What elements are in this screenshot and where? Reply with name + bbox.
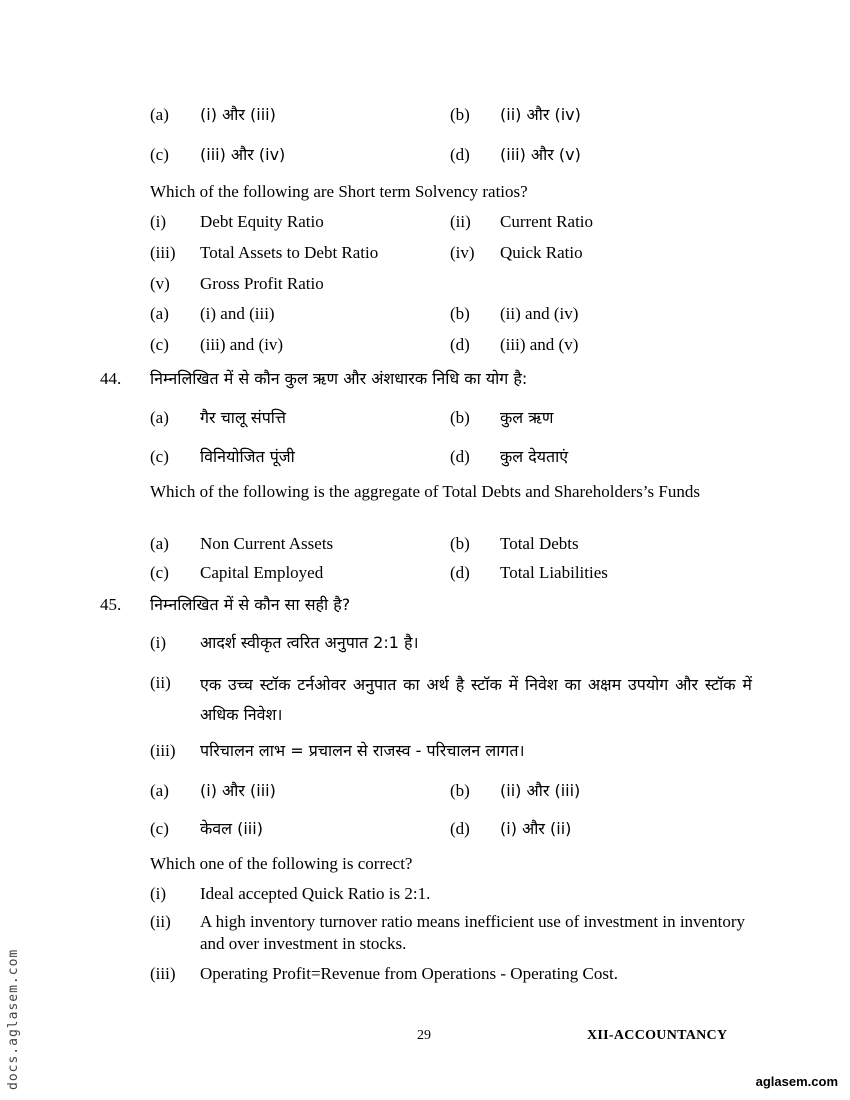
option-text: केवल (iii) xyxy=(200,819,263,838)
option-label: (b) xyxy=(450,408,470,427)
option-text: (iii) and (iv) xyxy=(200,335,284,354)
item-text: Current Ratio xyxy=(500,212,594,231)
question-text: Which one of the following is correct? xyxy=(150,854,413,873)
item-label: (v) xyxy=(150,274,170,293)
option-label: (d) xyxy=(450,145,470,164)
item-label: (ii) xyxy=(150,673,171,692)
item-label: (i) xyxy=(150,212,167,231)
option-label: (b) xyxy=(450,534,470,553)
option-text: कुल ऋण xyxy=(500,408,554,427)
question-number: 44. xyxy=(100,369,122,388)
option-label: (d) xyxy=(450,447,470,466)
item-label: (iii) xyxy=(150,741,176,760)
option-text: (ii) and (iv) xyxy=(500,304,579,323)
option-label: (a) xyxy=(150,408,169,427)
item-text: Ideal accepted Quick Ratio is 2:1. xyxy=(200,884,431,903)
item-text: Total Assets to Debt Ratio xyxy=(200,243,379,262)
option-label: (a) xyxy=(150,105,169,124)
option-text: (iii) and (v) xyxy=(500,335,579,354)
item-text: एक उच्च स्टॉक टर्नओवर अनुपात का अर्थ है स्टॉक में निवेश का अक्षम उपयोग और स्टॉक में अधिक निवेश। xyxy=(200,675,752,724)
option-text: Capital Employed xyxy=(200,563,324,582)
item-label: (ii) xyxy=(150,912,171,931)
option-text: Total Debts xyxy=(500,534,579,553)
option-label: (a) xyxy=(150,304,169,323)
option-label: (b) xyxy=(450,105,470,124)
item-label: (i) xyxy=(150,633,167,652)
item-text: Debt Equity Ratio xyxy=(200,212,324,231)
option-label: (a) xyxy=(150,534,169,553)
item-text: Gross Profit Ratio xyxy=(200,274,324,293)
item-text: आदर्श स्वीकृत त्वरित अनुपात 2:1 है। xyxy=(200,633,419,652)
option-text: (ii) और (iii) xyxy=(500,781,581,800)
question-text: Which of the following is the aggregate of Total Debts and Shareholders’s Funds xyxy=(150,482,700,501)
option-text: (iii) और (v) xyxy=(500,145,581,164)
option-text: कुल देयताएं xyxy=(500,447,569,466)
option-text: (iii) और (iv) xyxy=(200,145,286,164)
watermark-url: docs.aglasem.com xyxy=(6,948,21,1090)
option-text: (i) and (iii) xyxy=(200,304,275,323)
item-label: (i) xyxy=(150,884,167,903)
option-label: (c) xyxy=(150,145,169,164)
question-text: निम्नलिखित में से कौन कुल ऋण और अंशधारक निधि का योग है: xyxy=(150,369,528,388)
option-text: Non Current Assets xyxy=(200,534,334,553)
item-label: (iii) xyxy=(150,964,176,983)
option-text: (i) और (iii) xyxy=(200,781,276,800)
option-text: (i) और (iii) xyxy=(200,105,276,124)
option-text: विनियोजित पूंजी xyxy=(200,447,295,466)
item-label: (ii) xyxy=(450,212,471,231)
option-text: (i) और (ii) xyxy=(500,819,572,838)
item-label: (iii) xyxy=(150,243,176,262)
item-label: (iv) xyxy=(450,243,475,262)
brand-logo-text: aglasem.com xyxy=(755,1074,838,1089)
option-label: (d) xyxy=(450,819,470,838)
option-label: (d) xyxy=(450,563,470,582)
option-label: (c) xyxy=(150,335,169,354)
question-text: निम्नलिखित में से कौन सा सही है? xyxy=(150,595,351,614)
subject-footer: XII-ACCOUNTANCY xyxy=(587,1028,728,1043)
option-label: (c) xyxy=(150,819,169,838)
option-text: Total Liabilities xyxy=(500,563,608,582)
item-text: परिचालन लाभ = प्रचालन से राजस्व - परिचालन लागत। xyxy=(200,741,525,760)
option-text: गैर चालू संपत्ति xyxy=(200,408,286,427)
option-label: (c) xyxy=(150,447,169,466)
option-label: (b) xyxy=(450,304,470,323)
item-text: A high inventory turnover ratio means inefficient use of investment in inventory and over investment in stocks. xyxy=(200,912,745,953)
page-number: 29 xyxy=(417,1028,431,1043)
option-label: (d) xyxy=(450,335,470,354)
option-text: (ii) और (iv) xyxy=(500,105,581,124)
question-number: 45. xyxy=(100,595,122,614)
option-label: (b) xyxy=(450,781,470,800)
item-text: Operating Profit=Revenue from Operations - Operating Cost. xyxy=(200,964,618,983)
question-text: Which of the following are Short term Solvency ratios? xyxy=(150,182,528,201)
item-text: Quick Ratio xyxy=(500,243,583,262)
option-label: (c) xyxy=(150,563,169,582)
option-label: (a) xyxy=(150,781,169,800)
